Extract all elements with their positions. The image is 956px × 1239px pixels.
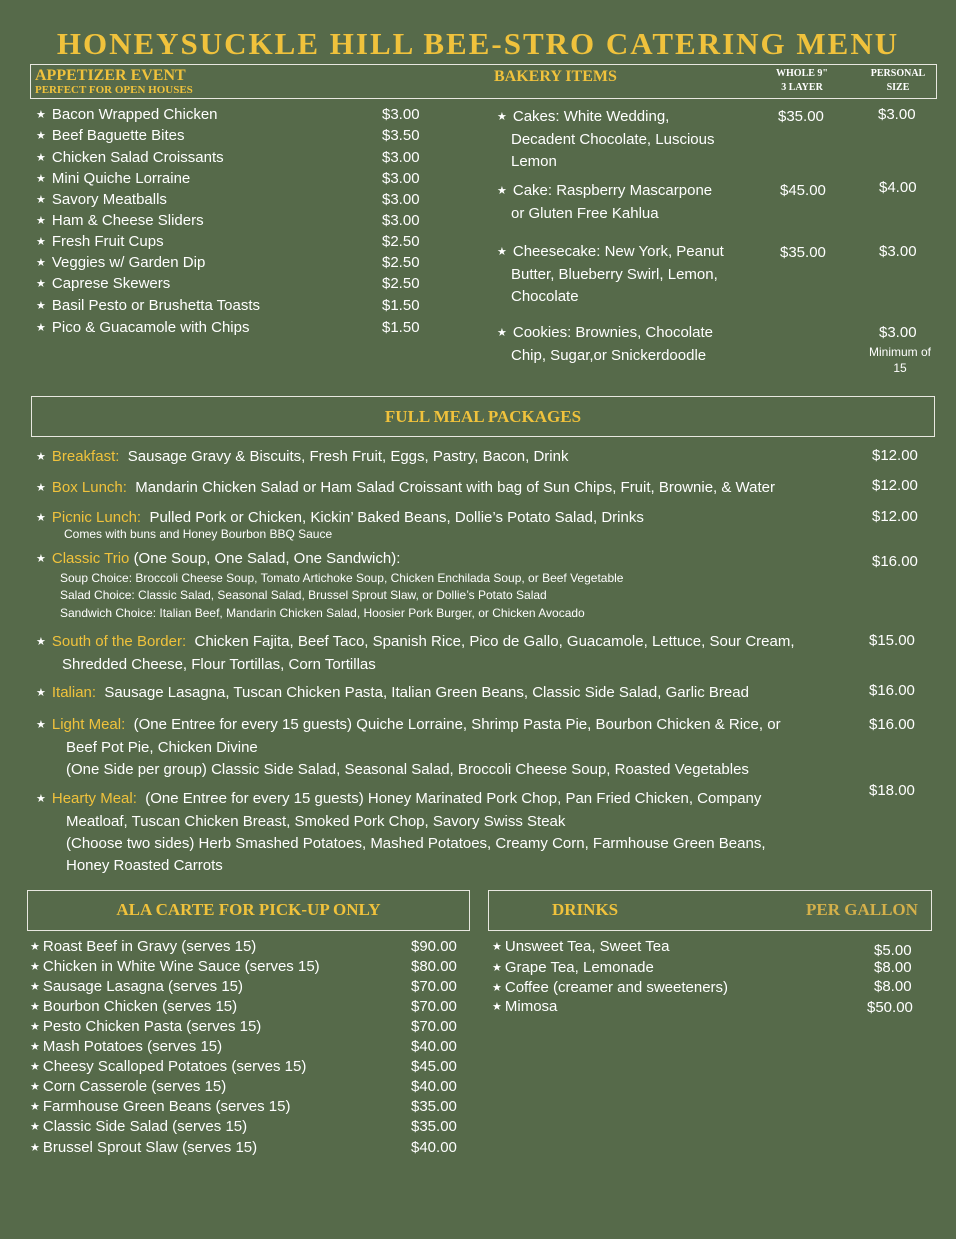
item-price: $2.50 (382, 233, 420, 250)
meal-text: Shredded Cheese, Flour Tortillas, Corn Tortillas (62, 656, 376, 673)
list-item (497, 180, 712, 225)
star-icon: ★ (30, 1061, 40, 1073)
list-item (30, 1018, 261, 1035)
star-icon: ★ (30, 981, 40, 993)
bakery-whole-price: $35.00 (778, 108, 824, 125)
item-price: $90.00 (411, 938, 457, 955)
list-item (30, 978, 243, 995)
star-icon: ★ (36, 194, 46, 206)
bakery-whole-price: $45.00 (780, 182, 826, 199)
list-item (497, 106, 714, 173)
item-name: Chicken Salad Croissants (51, 149, 224, 166)
bakery-col-whole-line2: 3 LAYER (781, 82, 823, 93)
meal-price: $12.00 (872, 447, 918, 464)
page-title: HONEYSUCKLE HILL BEE-STRO CATERING MENU (56, 26, 900, 61)
meal-label: Hearty Meal: (51, 790, 137, 807)
item-name: Bourbon Chicken (serves 15) (42, 998, 238, 1015)
bakery-line: or Gluten Free Kahlua (511, 205, 659, 222)
star-icon: ★ (497, 327, 507, 339)
meal-price: $18.00 (869, 782, 915, 799)
star-icon: ★ (492, 962, 502, 974)
meal-label: South of the Border: (51, 633, 187, 650)
item-price: $1.50 (382, 297, 420, 314)
item-price: $8.00 (874, 959, 912, 976)
bakery-line: Cheesecake: New York, Peanut (512, 243, 724, 260)
list-item (36, 233, 164, 250)
star-icon: ★ (30, 941, 40, 953)
meal-text: Meatloaf, Tuscan Chicken Breast, Smoked Pork Chop, Savory Swiss Steak (66, 813, 566, 830)
item-name: Savory Meatballs (51, 191, 167, 208)
item-name: Brussel Sprout Slaw (serves 15) (42, 1139, 258, 1156)
item-name: Corn Casserole (serves 15) (42, 1078, 227, 1095)
item-name: Farmhouse Green Beans (serves 15) (42, 1098, 291, 1115)
item-name: Bacon Wrapped Chicken (51, 106, 218, 123)
meal-text: Pulled Pork or Chicken, Kickin’ Baked Beans, Dollie’s Potato Salad, Drinks (149, 509, 644, 526)
star-icon: ★ (30, 1041, 40, 1053)
star-icon: ★ (497, 185, 507, 197)
star-icon: ★ (36, 451, 46, 463)
star-icon: ★ (30, 1021, 40, 1033)
item-name: Coffee (creamer and sweeteners) (504, 979, 729, 996)
item-name: Grape Tea, Lemonade (504, 959, 654, 976)
list-item (36, 275, 170, 292)
list-item (30, 958, 320, 975)
bakery-personal-price: $3.00 (878, 106, 916, 123)
star-icon: ★ (36, 719, 46, 731)
star-icon: ★ (497, 111, 507, 123)
trio-soup: Soup Choice: Broccoli Cheese Soup, Tomato Artichoke Soup, Chicken Enchilada Soup, or Beef Vegetable (60, 571, 624, 585)
star-icon: ★ (36, 793, 46, 805)
cookie-minimum-note (860, 344, 940, 376)
drinks-subheading: PER GALLON (806, 900, 918, 919)
meal-note: Comes with buns and Honey Bourbon BBQ Sauce (64, 527, 333, 541)
item-price: $40.00 (411, 1139, 457, 1156)
star-icon: ★ (30, 1121, 40, 1133)
list-item (492, 998, 557, 1015)
item-price: $70.00 (411, 1018, 457, 1035)
bakery-col-whole-line1: WHOLE 9" (776, 68, 828, 79)
item-price: $3.00 (382, 191, 420, 208)
list-item (36, 319, 249, 336)
item-name: Mini Quiche Lorraine (51, 170, 191, 187)
list-item (36, 254, 205, 271)
item-name: Sausage Lasagna (serves 15) (42, 978, 244, 995)
cookie-note-line1: Minimum of (868, 345, 931, 359)
bakery-personal-price: $4.00 (879, 179, 917, 196)
item-price: $8.00 (874, 978, 912, 995)
meal-price: $16.00 (869, 682, 915, 699)
bakery-line: Cookies: Brownies, Chocolate (512, 324, 713, 341)
list-item (492, 979, 728, 996)
item-name: Classic Side Salad (serves 15) (42, 1118, 248, 1135)
meal-text: (One Entree for every 15 guests) Quiche Lorraine, Shrimp Pasta Pie, Bourbon Chicken & Rice, or (133, 716, 781, 733)
meal-text: (One Entree for every 15 guests) Honey Marinated Pork Chop, Pan Fried Chicken, Company (145, 790, 762, 807)
list-item (30, 1118, 247, 1135)
item-price: $70.00 (411, 978, 457, 995)
star-icon: ★ (36, 512, 46, 524)
star-icon: ★ (492, 1001, 502, 1013)
list-item (30, 998, 237, 1015)
meal-label: Light Meal: (51, 716, 126, 733)
item-price: $3.00 (382, 212, 420, 229)
star-icon: ★ (30, 1001, 40, 1013)
star-icon: ★ (36, 130, 46, 142)
item-price: $2.50 (382, 275, 420, 292)
star-icon: ★ (492, 941, 502, 953)
meal-breakfast (36, 446, 568, 469)
item-price: $45.00 (411, 1058, 457, 1075)
list-item (30, 1038, 222, 1055)
meal-label: Picnic Lunch: (51, 509, 142, 526)
bakery-personal-price: $3.00 (879, 324, 917, 341)
item-price: $2.50 (382, 254, 420, 271)
list-item (36, 170, 190, 187)
bakery-personal-price: $3.00 (879, 243, 917, 260)
meal-hearty (36, 788, 766, 877)
item-name: Mimosa (504, 998, 558, 1015)
star-icon: ★ (36, 236, 46, 248)
list-item (36, 212, 204, 229)
meal-border (36, 631, 795, 676)
star-icon: ★ (30, 1142, 40, 1154)
item-name: Unsweet Tea, Sweet Tea (504, 938, 670, 955)
list-item (492, 959, 654, 976)
item-name: Fresh Fruit Cups (51, 233, 164, 250)
bakery-heading: BAKERY ITEMS (494, 68, 617, 85)
cookie-note-line2: 15 (893, 361, 907, 375)
appetizer-subheading: PERFECT FOR OPEN HOUSES (35, 84, 193, 96)
item-name: Chicken in White Wine Sauce (serves 15) (42, 958, 320, 975)
star-icon: ★ (36, 553, 46, 565)
meal-italian (36, 682, 749, 705)
meal-light (36, 714, 781, 781)
item-name: Beef Baguette Bites (51, 127, 185, 144)
item-price: $3.50 (382, 127, 420, 144)
meal-text: Chicken Fajita, Beef Taco, Spanish Rice, Pico de Gallo, Guacamole, Lettuce, Sour Cream, (194, 633, 795, 650)
meal-label: Classic Trio (51, 550, 130, 567)
meal-price: $15.00 (869, 632, 915, 649)
bakery-line: Lemon (511, 153, 557, 170)
bakery-line: Decadent Chocolate, Luscious (511, 131, 715, 148)
star-icon: ★ (36, 152, 46, 164)
item-name: Roast Beef in Gravy (serves 15) (42, 938, 257, 955)
list-item (36, 297, 260, 314)
star-icon: ★ (36, 109, 46, 121)
list-item (30, 1058, 306, 1075)
item-name: Veggies w/ Garden Dip (51, 254, 206, 271)
bakery-line: Butter, Blueberry Swirl, Lemon, (511, 266, 718, 283)
meal-price: $16.00 (869, 716, 915, 733)
item-price: $70.00 (411, 998, 457, 1015)
meal-price: $12.00 (872, 508, 918, 525)
item-price: $50.00 (867, 999, 913, 1016)
item-name: Basil Pesto or Brushetta Toasts (51, 297, 261, 314)
list-item (36, 191, 167, 208)
meal-text: Mandarin Chicken Salad or Ham Salad Croissant with bag of Sun Chips, Fruit, Brownie, & Water (135, 479, 776, 496)
item-name: Caprese Skewers (51, 275, 171, 292)
list-item (30, 1139, 257, 1156)
meal-text: Beef Pot Pie, Chicken Divine (66, 739, 258, 756)
list-item (497, 241, 724, 308)
list-item (30, 938, 256, 955)
star-icon: ★ (36, 636, 46, 648)
meal-label: Box Lunch: (51, 479, 127, 496)
bakery-col-personal-line1: PERSONAL (870, 68, 926, 79)
list-item (36, 106, 218, 123)
meal-packages-heading: FULL MEAL PACKAGES (384, 407, 582, 426)
item-name: Cheesy Scalloped Potatoes (serves 15) (42, 1058, 307, 1075)
item-name: Pico & Guacamole with Chips (51, 319, 250, 336)
meal-label: Italian: (51, 684, 97, 701)
item-price: $3.00 (382, 149, 420, 166)
item-name: Ham & Cheese Sliders (51, 212, 204, 229)
item-price: $40.00 (411, 1078, 457, 1095)
bakery-whole-price: $35.00 (780, 244, 826, 261)
star-icon: ★ (36, 215, 46, 227)
bakery-col-whole (760, 67, 844, 95)
star-icon: ★ (36, 278, 46, 290)
star-icon: ★ (36, 173, 46, 185)
trio-salad: Salad Choice: Classic Salad, Seasonal Salad, Brussel Sprout Slaw, or Dollie’s Potato Salad (60, 588, 547, 602)
item-price: $35.00 (411, 1118, 457, 1135)
list-item (497, 322, 713, 367)
appetizer-heading: APPETIZER EVENT (35, 67, 186, 84)
meal-label: Breakfast: (51, 448, 120, 465)
bakery-col-personal (860, 67, 936, 95)
star-icon: ★ (36, 257, 46, 269)
item-price: $3.00 (382, 170, 420, 187)
meal-text: Sausage Gravy & Biscuits, Fresh Fruit, Eggs, Pastry, Bacon, Drink (127, 448, 569, 465)
meal-text: (One Side per group) Classic Side Salad, Seasonal Salad, Broccoli Cheese Soup, Roasted Vegetables (66, 761, 749, 778)
meal-trio (36, 548, 400, 571)
item-price: $5.00 (874, 942, 912, 959)
list-item (492, 938, 669, 955)
bakery-line: Chocolate (511, 288, 579, 305)
item-name: Mash Potatoes (serves 15) (42, 1038, 223, 1055)
meal-text: Honey Roasted Carrots (66, 857, 223, 874)
star-icon: ★ (36, 482, 46, 494)
star-icon: ★ (492, 982, 502, 994)
bakery-line: Cake: Raspberry Mascarpone (512, 182, 713, 199)
trio-sandwich: Sandwich Choice: Italian Beef, Mandarin Chicken Salad, Hoosier Pork Burger, or Chicken Avocado (60, 606, 585, 620)
meal-text: Sausage Lasagna, Tuscan Chicken Pasta, Italian Green Beans, Classic Side Salad, Garlic Bread (104, 684, 749, 701)
star-icon: ★ (497, 246, 507, 258)
item-price: $1.50 (382, 319, 420, 336)
meal-text: (Choose two sides) Herb Smashed Potatoes, Mashed Potatoes, Creamy Corn, Farmhouse Green Beans, (66, 835, 766, 852)
meal-box-lunch (36, 477, 775, 500)
star-icon: ★ (36, 300, 46, 312)
star-icon: ★ (36, 322, 46, 334)
drinks-heading: DRINKS (552, 900, 619, 919)
item-name: Pesto Chicken Pasta (serves 15) (42, 1018, 262, 1035)
list-item (30, 1098, 291, 1115)
bakery-line: Chip, Sugar,or Snickerdoodle (511, 347, 707, 364)
bakery-line: Cakes: White Wedding, (512, 108, 670, 125)
star-icon: ★ (36, 687, 46, 699)
item-price: $35.00 (411, 1098, 457, 1115)
item-price: $40.00 (411, 1038, 457, 1055)
meal-price: $16.00 (872, 553, 918, 570)
item-price: $80.00 (411, 958, 457, 975)
bakery-col-personal-line2: SIZE (886, 82, 910, 93)
meal-text: (One Soup, One Salad, One Sandwich): (133, 550, 401, 567)
list-item (36, 149, 224, 166)
meal-price: $12.00 (872, 477, 918, 494)
item-price: $3.00 (382, 106, 420, 123)
star-icon: ★ (30, 1101, 40, 1113)
star-icon: ★ (30, 1081, 40, 1093)
list-item (30, 1078, 226, 1095)
list-item (36, 127, 184, 144)
alacarte-heading: ALA CARTE FOR PICK-UP ONLY (116, 900, 381, 919)
star-icon: ★ (30, 961, 40, 973)
